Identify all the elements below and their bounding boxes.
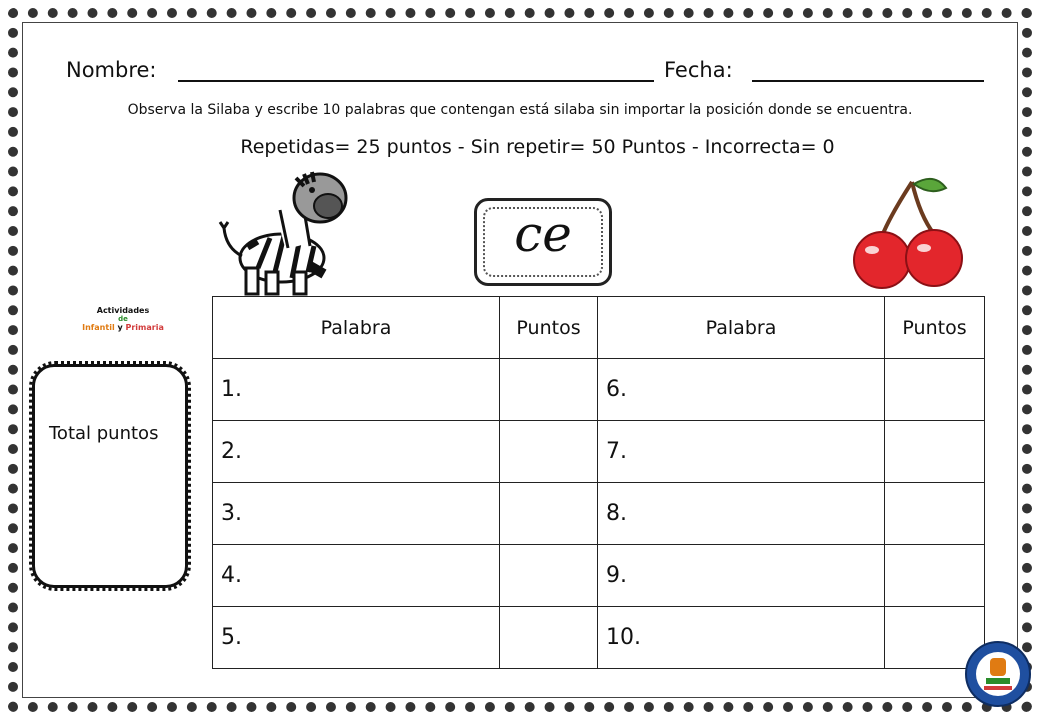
points-cell[interactable] [885,359,985,421]
header-row [66,58,986,88]
logo-line2: de [118,315,128,323]
word-cell[interactable]: 3. [213,483,500,545]
header-points-2: Puntos [885,297,985,359]
logo-line3 [78,323,168,332]
words-table [212,296,985,669]
word-cell[interactable]: 9. [598,545,885,607]
word-cell[interactable]: 1. [213,359,500,421]
logo-badge-icon [964,640,1032,708]
syllable-card [474,198,612,286]
total-points-label: Total puntos [49,423,159,444]
points-cell[interactable] [500,483,598,545]
table-row [213,421,985,483]
word-cell[interactable]: 5. [213,607,500,669]
word-cell[interactable]: 6. [598,359,885,421]
zebra-icon [218,168,352,296]
table-row [213,359,985,421]
table-row [213,483,985,545]
word-cell[interactable]: 7. [598,421,885,483]
header-word-1: Palabra [213,297,500,359]
cherry-icon [850,176,966,292]
word-cell[interactable]: 8. [598,483,885,545]
name-label: Nombre: [66,58,157,82]
site-logo [78,306,168,342]
points-cell[interactable] [500,359,598,421]
logo-word-primaria: Primaria [125,323,164,332]
logo-line1: Actividades [96,306,150,315]
points-cell[interactable] [885,483,985,545]
table-row [213,607,985,669]
total-points-box[interactable] [32,364,188,588]
name-field[interactable] [178,80,654,82]
word-cell[interactable]: 10. [598,607,885,669]
instructions-text: Observa la Silaba y escribe 10 palabras que contengan está silaba sin importar la posición donde se encuentra. [127,102,913,118]
syllable-text: ce [514,205,572,263]
header-word-2: Palabra [598,297,885,359]
points-cell[interactable] [885,421,985,483]
points-cell[interactable] [885,545,985,607]
date-field[interactable] [752,80,984,82]
logo-word-y: y [117,323,123,332]
points-cell[interactable] [500,607,598,669]
date-label: Fecha: [664,58,733,82]
logo-word-infantil: Infantil [82,323,115,332]
table-header-row [213,297,985,359]
points-cell[interactable] [500,545,598,607]
header-points-1: Puntos [500,297,598,359]
word-cell[interactable]: 2. [213,421,500,483]
points-cell[interactable] [500,421,598,483]
table-row [213,545,985,607]
scoring-text: Repetidas= 25 puntos - Sin repetir= 50 Puntos - Incorrecta= 0 [240,136,835,158]
word-cell[interactable]: 4. [213,545,500,607]
